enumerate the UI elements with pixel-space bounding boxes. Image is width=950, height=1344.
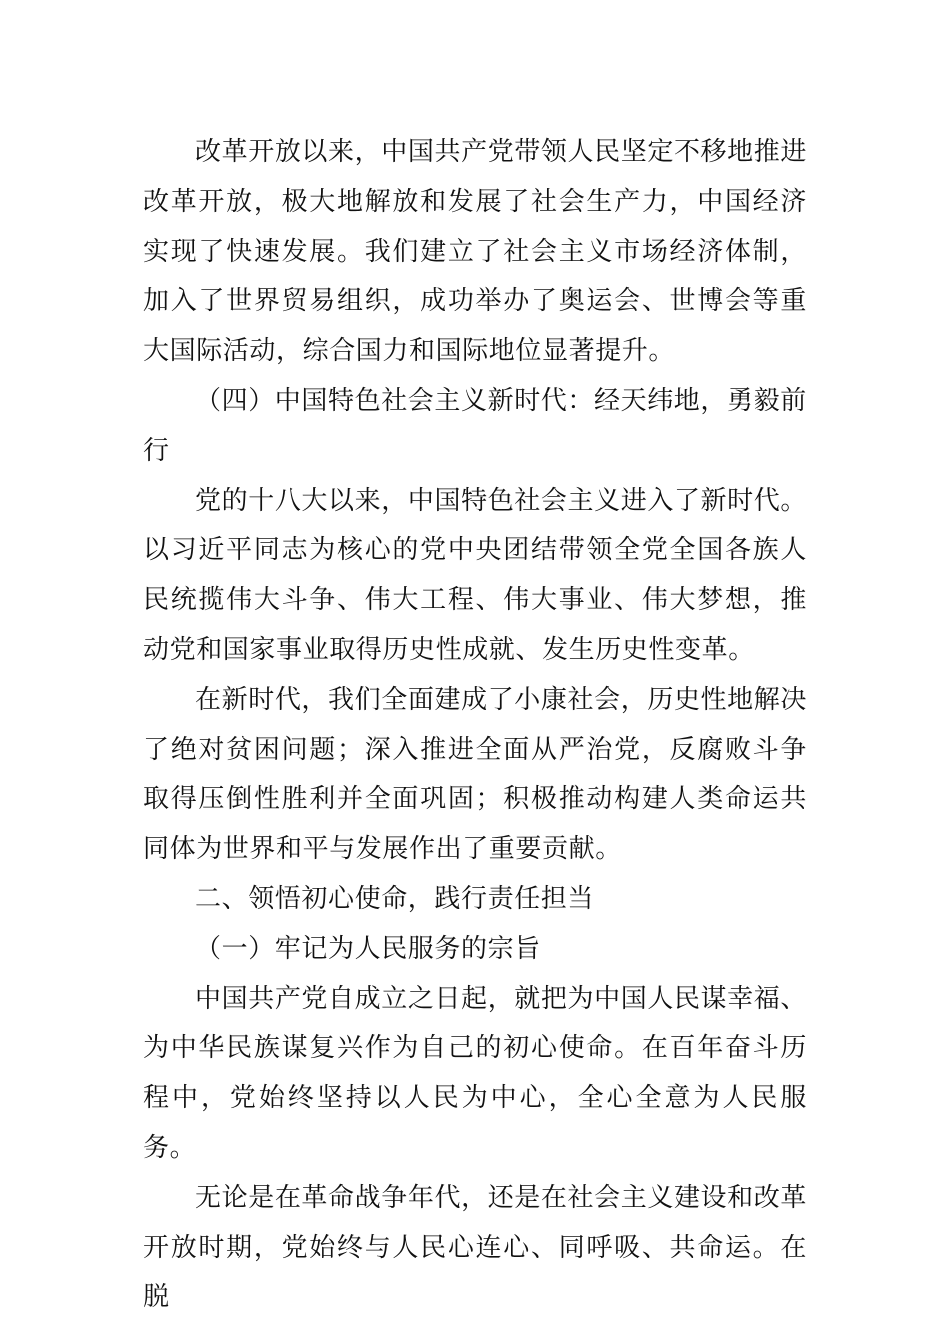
paragraph-new-era-achievements: 在新时代，我们全面建成了小康社会，历史性地解决了绝对贫困问题；深入推进全面从严治党，反腐败斗争取得压倒性胜利并全面巩固；积极推动构建人类命运共同体为世界和平与发展作出了重要贡献。 <box>143 684 807 865</box>
paragraph-people-connection: 无论是在革命战争年代，还是在社会主义建设和改革开放时期，党始终与人民心连心、同呼吸、共命运。在脱 <box>143 1182 807 1313</box>
paragraph-eighteenth-congress: 党的十八大以来，中国特色社会主义进入了新时代。以习近平同志为核心的党中央团结带领全党全国各族人民统揽伟大斗争、伟大工程、伟大事业、伟大梦想，推动党和国家事业取得历史性成就、发生历史性变革。 <box>143 485 807 665</box>
section-heading-new-era: （四）中国特色社会主义新时代：经天纬地，勇毅前行 <box>143 385 807 466</box>
section-heading-serve-people: （一）牢记为人民服务的宗旨 <box>195 933 541 964</box>
chapter-heading-mission: 二、领悟初心使命，践行责任担当 <box>195 883 595 914</box>
paragraph-founding-mission: 中国共产党自成立之日起，就把为中国人民谋幸福、为中华民族谋复兴作为自己的初心使命。在百年奋斗历程中，党始终坚持以人民为中心，全心全意为人民服务。 <box>143 983 807 1163</box>
document-body <box>143 128 807 1323</box>
paragraph-reform-opening: 改革开放以来，中国共产党带领人民坚定不移地推进改革开放，极大地解放和发展了社会生产力，中国经济实现了快速发展。我们建立了社会主义市场经济体制，加入了世界贸易组织，成功举办了奥运会、世博会等重大国际活动，综合国力和国际地位显著提升。 <box>143 137 807 367</box>
